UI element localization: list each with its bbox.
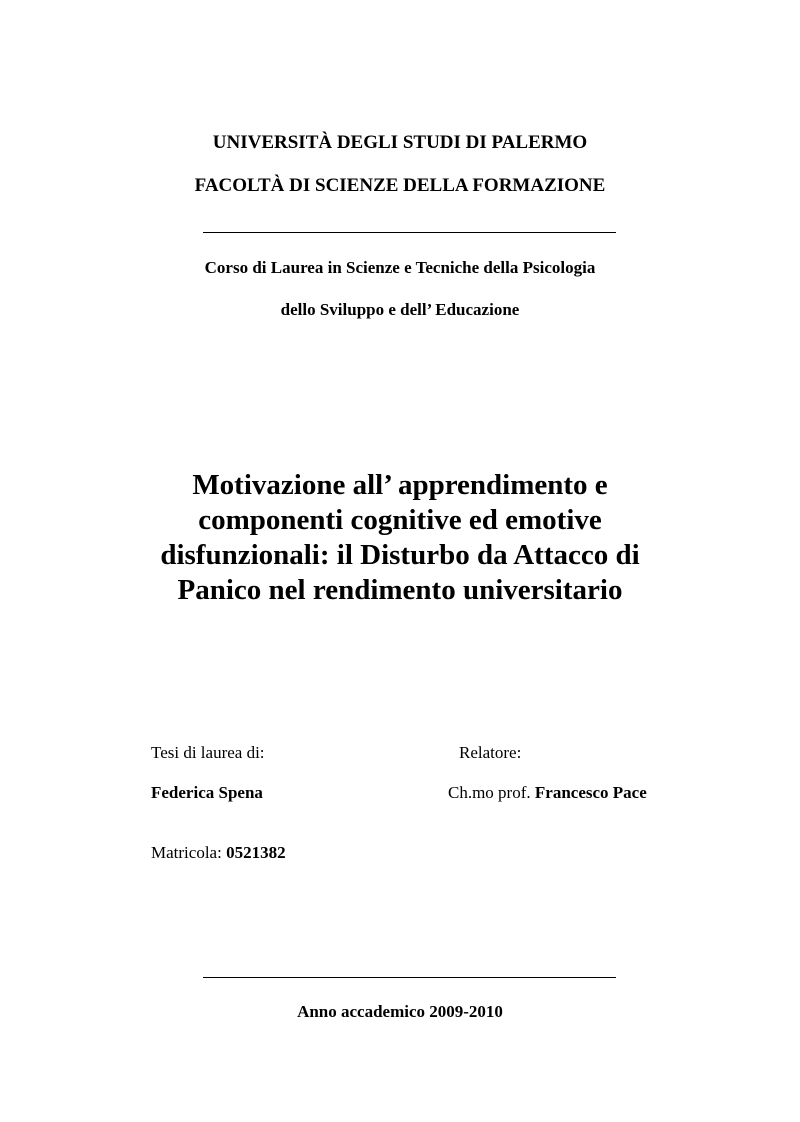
matricola-label: Matricola:: [151, 843, 222, 862]
footer-divider: [203, 977, 616, 978]
thesis-title-line: componenti cognitive ed emotive: [198, 504, 602, 536]
matricola-number: 0521382: [226, 843, 286, 862]
thesis-title: [0, 468, 800, 608]
supervisor-line: [448, 783, 647, 803]
supervisor-name: Francesco Pace: [534, 783, 647, 802]
thesis-title-line: Panico nel rendimento universitario: [177, 574, 623, 606]
thesis-title-line: disfunzionali: il Disturbo da Attacco di: [160, 539, 640, 571]
thesis-title-line: Motivazione all’ apprendimento e: [192, 469, 608, 501]
course-line-2: dello Sviluppo e dell’ Educazione: [280, 300, 520, 319]
header-divider: [203, 232, 616, 233]
university-name: UNIVERSITÀ DEGLI STUDI DI PALERMO: [212, 132, 588, 153]
candidate-name: Federica Spena: [151, 783, 263, 802]
faculty-name: FACOLTÀ DI SCIENZE DELLA FORMAZIONE: [194, 175, 606, 196]
supervisor-title: Ch.mo prof.: [448, 783, 531, 802]
supervisor-label: Relatore:: [459, 743, 522, 762]
matricola-line: [151, 843, 286, 863]
academic-year: Anno accademico 2009-2010: [297, 1002, 503, 1021]
course-line-1: Corso di Laurea in Scienze e Tecniche della Psicologia: [204, 258, 596, 277]
candidate-label: Tesi di laurea di:: [151, 743, 265, 762]
